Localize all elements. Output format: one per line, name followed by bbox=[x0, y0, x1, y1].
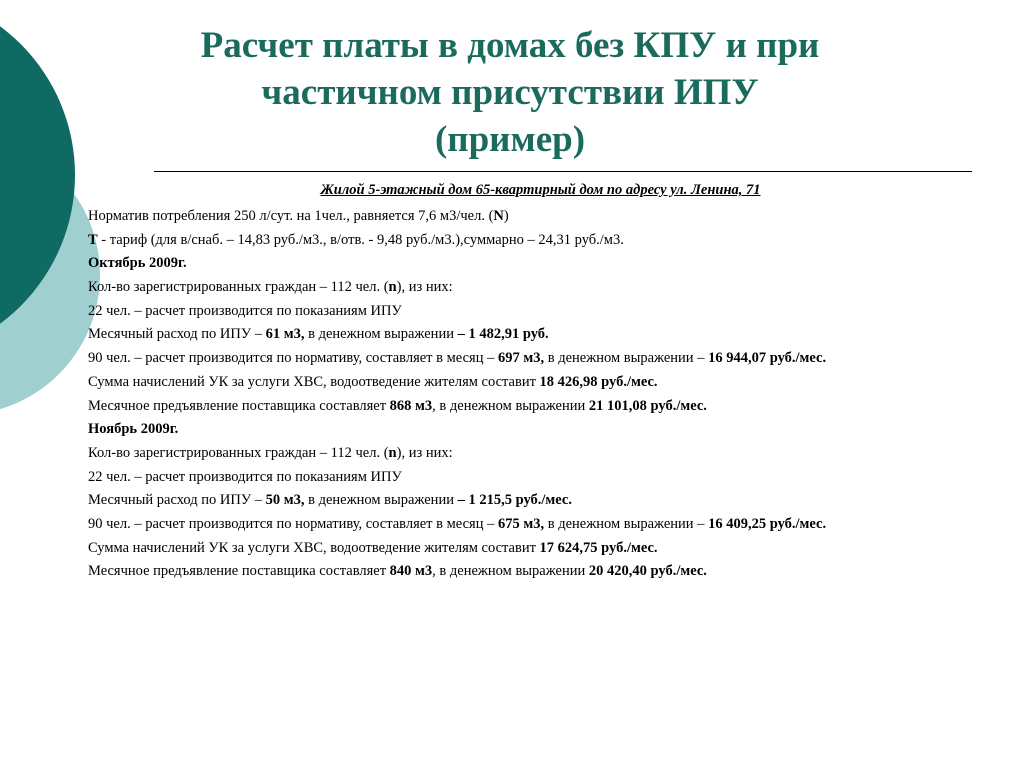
bold-text-segment: 16 409,25 руб./мес. bbox=[708, 515, 827, 532]
text-segment: ), из них: bbox=[396, 444, 453, 461]
text-segment: Месячный расход по ИПУ – bbox=[88, 326, 266, 343]
bold-text-segment: – 1 215,5 руб./мес. bbox=[457, 492, 572, 509]
text-segment: в денежном выражении – bbox=[544, 515, 709, 532]
text-line bbox=[88, 205, 1008, 229]
text-segment: в денежном выражении bbox=[304, 492, 458, 509]
text-segment: 90 чел. – расчет производится по нормативу, составляет в месяц – bbox=[88, 350, 498, 367]
bold-text-segment: 868 м3 bbox=[389, 397, 433, 414]
bold-text-segment: 17 624,75 руб./мес. bbox=[539, 539, 658, 556]
text-segment: - тариф (для в/снаб. – 14,83 руб./м3., в/отв. - 9,48 руб./м3.),суммарно – 24,31 руб./м3. bbox=[97, 231, 624, 248]
text-line bbox=[88, 537, 1008, 561]
title-line-1: Расчет платы в домах без КПУ и при bbox=[200, 25, 820, 66]
text-segment: ), из них: bbox=[396, 279, 453, 296]
bold-text-segment: 50 м3, bbox=[265, 492, 305, 509]
text-line bbox=[88, 560, 1008, 584]
text-segment: 90 чел. – расчет производится по нормативу, составляет в месяц – bbox=[88, 515, 498, 532]
text-segment: , в денежном выражении bbox=[432, 397, 589, 414]
text-line bbox=[88, 300, 1008, 324]
bold-text-segment: n bbox=[388, 444, 397, 461]
text-line bbox=[88, 418, 1008, 442]
bold-text-segment: 18 426,98 руб./мес. bbox=[539, 373, 658, 390]
text-segment: Сумма начислений УК за услуги ХВС, водоотведение жителям составит bbox=[88, 539, 540, 556]
bold-text-segment: Ноябрь 2009г. bbox=[88, 421, 179, 438]
calculation-text bbox=[88, 205, 1008, 584]
text-segment: Кол-во зарегистрированных граждан – 112 чел. ( bbox=[88, 444, 389, 461]
text-line bbox=[88, 276, 1008, 300]
text-segment: Сумма начислений УК за услуги ХВС, водоотведение жителям составит bbox=[88, 373, 540, 390]
bold-text-segment: n bbox=[388, 279, 397, 296]
bold-text-segment: 61 м3, bbox=[265, 326, 305, 343]
text-line bbox=[88, 395, 1008, 419]
text-segment: ) bbox=[503, 208, 509, 224]
text-segment: Месячное предъявление поставщика составляет bbox=[88, 563, 390, 580]
text-segment: , в денежном выражении bbox=[432, 563, 589, 580]
text-segment: 22 чел. – расчет производится по показаниям ИПУ bbox=[88, 468, 402, 485]
text-line bbox=[88, 466, 1008, 490]
bold-text-segment: – 1 482,91 руб. bbox=[457, 326, 549, 343]
bold-text-segment: Октябрь 2009г. bbox=[88, 255, 187, 272]
title-divider bbox=[154, 171, 972, 172]
title-line-3: (пример) bbox=[434, 119, 586, 160]
house-description: Жилой 5-этажный дом 65-квартирный дом по адресу ул. Ленина, 71 bbox=[320, 182, 761, 198]
text-segment: в денежном выражении bbox=[304, 326, 458, 343]
text-line bbox=[88, 371, 1008, 395]
text-line bbox=[88, 442, 1008, 466]
bold-text-segment: 840 м3 bbox=[389, 563, 433, 580]
title-line-2: частичном присутствии ИПУ bbox=[261, 72, 759, 113]
bold-text-segment: 21 101,08 руб./мес. bbox=[588, 397, 707, 414]
bold-text-segment: Т bbox=[88, 231, 98, 248]
text-segment: в денежном выражении – bbox=[544, 350, 709, 367]
slide-title bbox=[180, 22, 840, 163]
text-segment: Месячный расход по ИПУ – bbox=[88, 492, 266, 509]
text-line bbox=[88, 229, 1008, 253]
bold-text-segment: 697 м3, bbox=[497, 350, 545, 367]
text-segment: Кол-во зарегистрированных граждан – 112 чел. ( bbox=[88, 279, 389, 296]
bold-text-segment: 20 420,40 руб./мес. bbox=[588, 563, 707, 580]
text-line bbox=[88, 513, 1008, 537]
bold-text-segment: 675 м3, bbox=[497, 515, 545, 532]
bold-text-segment: N bbox=[493, 208, 504, 224]
text-line bbox=[88, 347, 1008, 371]
text-line bbox=[88, 323, 1008, 347]
text-segment: Норматив потребления 250 л/сут. на 1чел., равняется 7,6 м3/чел. ( bbox=[88, 208, 494, 224]
bold-text-segment: 16 944,07 руб./мес. bbox=[708, 350, 827, 367]
text-line bbox=[88, 252, 1008, 276]
text-line bbox=[88, 489, 1008, 513]
text-segment: Месячное предъявление поставщика составляет bbox=[88, 397, 390, 414]
text-segment: 22 чел. – расчет производится по показаниям ИПУ bbox=[88, 302, 402, 319]
